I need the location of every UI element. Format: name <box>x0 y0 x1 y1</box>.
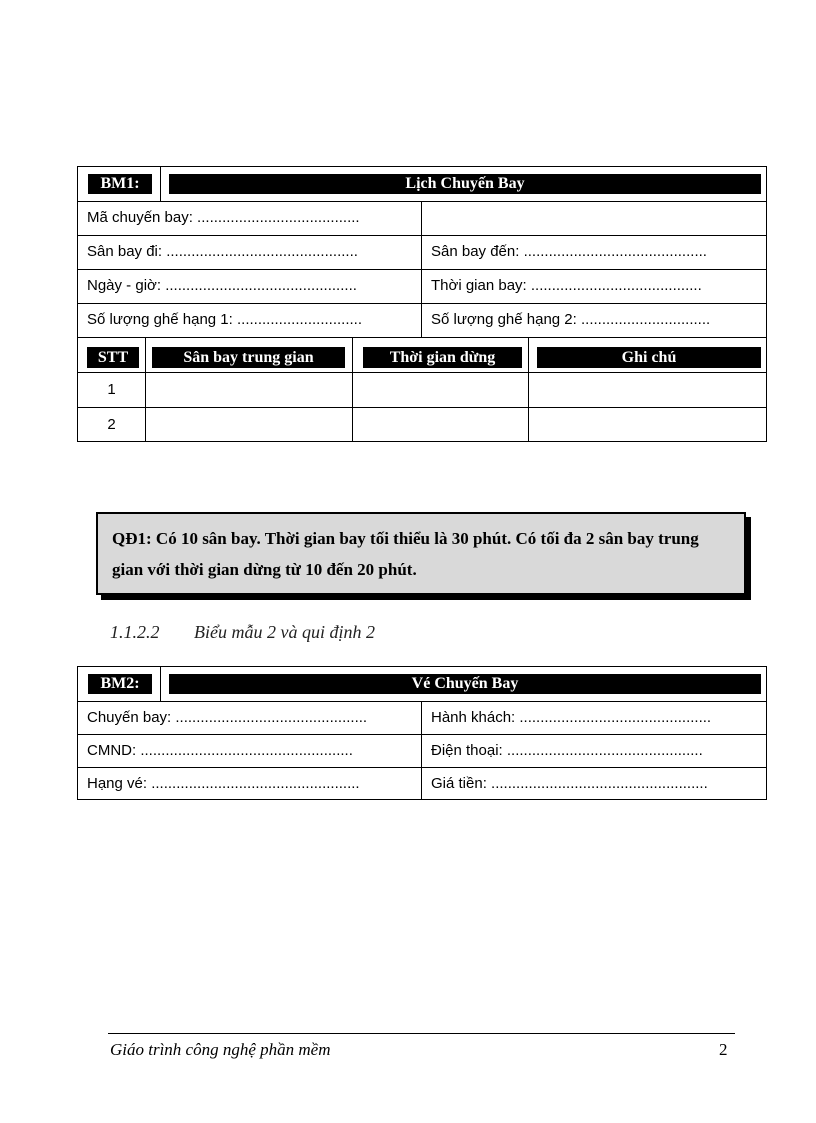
bm2-ticket-class-field: Hạng vé: .................................................. <box>78 768 422 799</box>
bm2-row-flight <box>78 702 766 735</box>
bm1-seats-class1-field: Số lượng ghế hạng 1: .............................. <box>78 304 422 337</box>
bm2-id-card-field: CMND: ................................................... <box>78 735 422 767</box>
bm1-date-time-field: Ngày - giờ: .............................................. <box>78 270 422 303</box>
bm1-header <box>78 167 766 202</box>
bm1-row-airports <box>78 236 766 270</box>
bm2-header <box>78 667 766 702</box>
section-number: 1.1.2.2 <box>110 622 160 642</box>
bm2-code: BM2: <box>88 674 152 694</box>
bm2-price-field: Giá tiền: .................................................... <box>431 775 708 792</box>
form-bm1 <box>77 166 767 442</box>
bm1-seats-class2-field: Số lượng ghế hạng 2: ............................... <box>431 311 711 328</box>
bm2-passenger-field: Hành khách: .............................................. <box>431 709 712 726</box>
column-header-stop-time: Thời gian dừng <box>363 347 522 368</box>
bm1-flight-duration-field: Thời gian bay: ......................................... <box>431 277 702 294</box>
row-number: 2 <box>78 408 146 441</box>
bm2-row-id <box>78 735 766 768</box>
bm1-row-flight-code <box>78 202 766 236</box>
bm1-flight-code-field: Mã chuyến bay: ....................................... <box>78 202 422 235</box>
column-header-notes: Ghi chú <box>537 347 761 368</box>
column-header-stt: STT <box>87 347 139 368</box>
bm2-flight-field: Chuyến bay: .............................................. <box>78 702 422 734</box>
bm2-row-ticket <box>78 768 766 799</box>
bm1-stopover-header <box>78 338 766 373</box>
page-number: 2 <box>719 1040 728 1059</box>
bm1-row-seats <box>78 304 766 338</box>
rule-qd1: QĐ1: Có 10 sân bay. Thời gian bay tối thiểu là 30 phút. Có tối đa 2 sân bay trung gian với thời gian dừng từ 10 đến 20 phút. <box>96 512 746 595</box>
bm1-code: BM1: <box>88 174 152 194</box>
footer-divider <box>108 1033 735 1034</box>
bm1-title: Lịch Chuyến Bay <box>169 174 761 194</box>
row-number: 1 <box>78 373 146 407</box>
bm1-arrival-airport-field: Sân bay đến: ............................................ <box>431 243 707 260</box>
bm2-phone-field: Điện thoại: ............................................... <box>431 742 703 759</box>
table-row <box>78 373 766 408</box>
table-row <box>78 408 766 441</box>
footer-title: Giáo trình công nghệ phần mềm <box>110 1040 331 1059</box>
bm2-title: Vé Chuyến Bay <box>169 674 761 694</box>
bm1-departure-airport-field: Sân bay đi: .............................................. <box>78 236 422 269</box>
column-header-transit-airport: Sân bay trung gian <box>152 347 345 368</box>
section-title: Biểu mẫu 2 và qui định 2 <box>194 622 375 642</box>
form-bm2 <box>77 666 767 800</box>
bm1-row-time <box>78 270 766 304</box>
bm1-empty-cell <box>422 202 766 235</box>
